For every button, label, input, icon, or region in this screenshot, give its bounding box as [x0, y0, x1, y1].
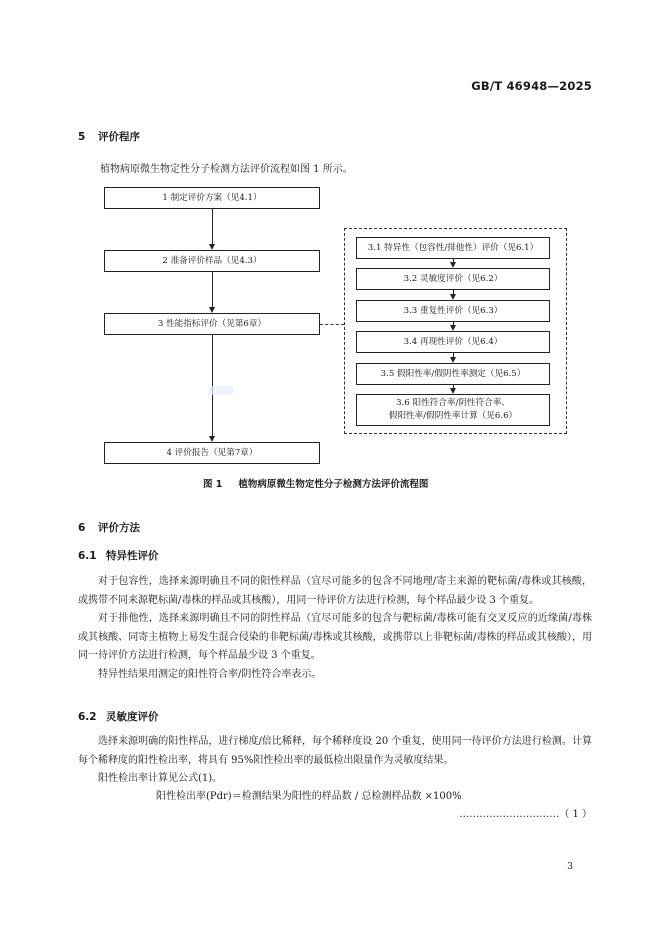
section-6-heading [78, 520, 140, 535]
section-title: 评价方法 [98, 522, 140, 534]
arrow-down-icon [450, 388, 456, 394]
connector-line [212, 272, 213, 307]
connector-line [212, 209, 213, 244]
section-5-heading [78, 129, 140, 144]
section-number: 6 [78, 522, 86, 534]
subsection-title: 特异性评价 [106, 550, 159, 562]
paragraph: 阳性检出率计算见公式(1)。 [98, 773, 223, 785]
subsection-title: 灵敏度评价 [106, 711, 159, 723]
flow-substep-3-5: 3.5 假阳性率/假阴性率测定（见6.5） [356, 363, 550, 385]
flow-step-1: 1 制定评价方案（见4.1） [104, 187, 320, 209]
figure-label: 图 1 [203, 479, 223, 490]
flow-substep-3-6 [356, 394, 550, 426]
page-number: 3 [567, 862, 573, 872]
section-number: 5 [78, 131, 86, 143]
subsection-number: 6.2 [78, 711, 97, 723]
flow-step-4: 4 评价报告（见第7章） [104, 442, 320, 464]
section-title: 评价程序 [98, 131, 140, 143]
paragraph: 对于包容性，选择来源明确且不同的阳性样品（宜尽可能多的包含不同地理/寄主来源的靶标菌/毒株或其核酸，或携带不同来源靶标菌/毒株的样品或其核酸），用同一待评价方法进行检测，每个样品最少设 3 个重复。 [78, 576, 592, 606]
subsection-6-1-body [78, 573, 592, 685]
paragraph: 对于排他性，选择来源明确且不同的阴性样品（宜尽可能多的包含与靶标菌/毒株可能有交叉反应的近缘菌/毒株或其核酸、同寄主植物上易发生混合侵染的非靶标菌/毒株或其核酸，或携带以上非靶标菌/毒株的样品或其核酸），用同一待评价方法进行检测，每个样品最少设 3 个重复。 [78, 613, 592, 662]
flow-step-3: 3 性能指标评价（见第6章） [104, 313, 320, 335]
paragraph: 特异性结果用测定的阳性符合率/阴性符合率表示。 [98, 668, 322, 680]
watermark-mark [209, 386, 233, 395]
arrow-down-icon [209, 436, 215, 442]
subsection-number: 6.1 [78, 550, 97, 562]
substep-3-6-line-2: 假阳性率/假阴性率计算（见6.6） [388, 411, 518, 421]
subsection-6-1-heading [78, 548, 159, 563]
formula: 阳性检出率(Pdr)＝检测结果为阳性的样品数 / 总检测样品数 ×100% [156, 791, 462, 802]
flow-substep-3-1: 3.1 特异性（包容性/排他性）评价（见6.1） [356, 237, 550, 259]
figure-title: 植物病原微生物定性分子检测方法评价流程图 [238, 479, 429, 490]
subsection-6-2-heading [78, 709, 159, 724]
section-5-intro: 植物病原微生物定性分子检测方法评价流程如图 1 所示。 [100, 164, 353, 175]
formula-number: …………………………（ 1 ） [459, 809, 592, 820]
flow-step-2: 2 准备评价样品（见4.3） [104, 250, 320, 272]
substep-3-6-line-1: 3.6 阳性符合率/阴性符合率、 [396, 398, 510, 408]
arrow-down-icon [209, 307, 215, 313]
subsection-6-2-body [78, 733, 592, 789]
standard-number: GB/T 46948—2025 [471, 79, 592, 93]
flow-substep-3-2: 3.2 灵敏度评价（见6.2） [356, 268, 550, 290]
arrow-down-icon [450, 325, 456, 331]
flow-substep-3-4: 3.4 再现性评价（见6.4） [356, 331, 550, 353]
dashed-connector [320, 324, 344, 325]
arrow-down-icon [450, 294, 456, 300]
arrow-down-icon [450, 262, 456, 268]
paragraph: 选择来源明确的阳性样品，进行梯度/倍比稀释，每个稀释度设 20 个重复，使用同一待评价方法进行检测。计算每个稀释度的阳性检出率，将具有 95%阳性检出率的最低检出限量作为灵敏度结果。 [78, 736, 592, 766]
flow-substep-3-3: 3.3 重复性评价（见6.3） [356, 300, 550, 322]
arrow-down-icon [209, 244, 215, 250]
arrow-down-icon [450, 357, 456, 363]
figure-caption [203, 476, 428, 490]
